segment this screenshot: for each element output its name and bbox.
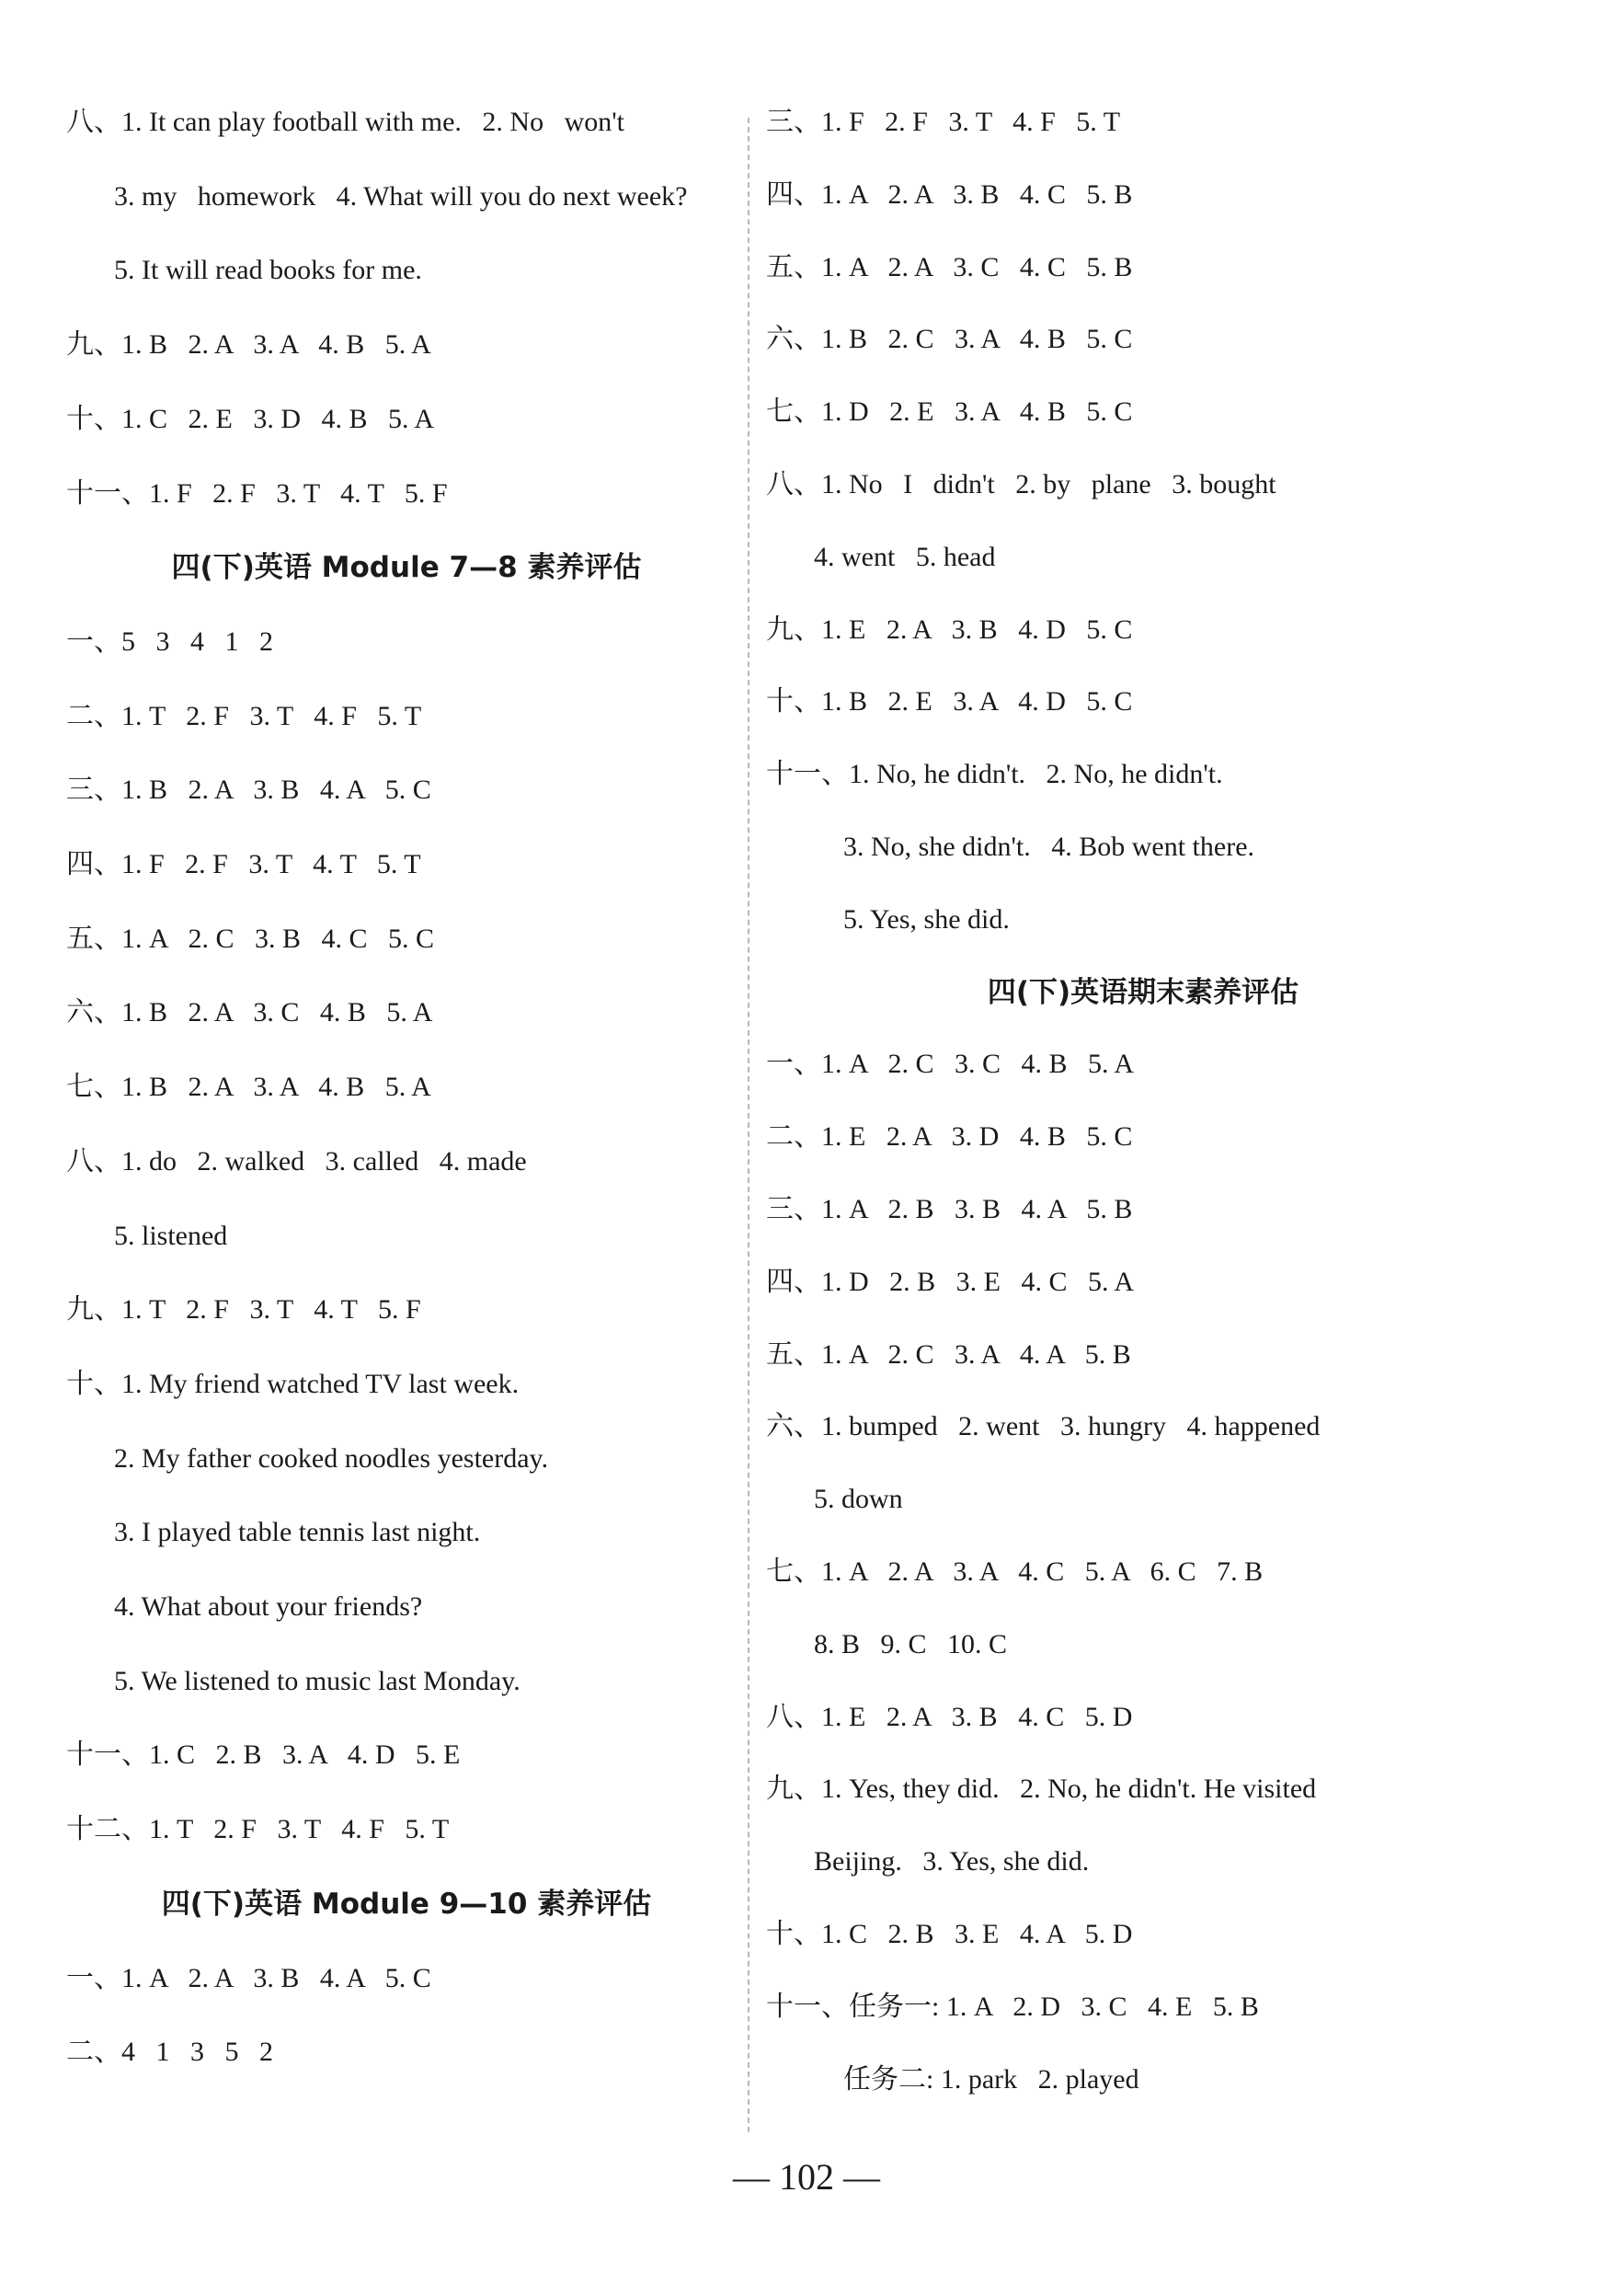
answer-line: 六、1. bumped 2. went 3. hungry 4. happened <box>766 1411 1321 1442</box>
answer-line: 九、1. E 2. A 3. B 4. D 5. C <box>766 614 1133 645</box>
answer-line: 十一、1. No, he didn't. 2. No, he didn't. <box>766 759 1223 790</box>
answer-line: 七、1. A 2. A 3. A 4. C 5. A 6. C 7. B <box>766 1556 1264 1587</box>
answer-line: 5. listened <box>114 1220 228 1251</box>
answer-line: 一、1. A 2. C 3. C 4. B 5. A <box>766 1049 1135 1080</box>
answer-line: 十二、1. T 2. F 3. T 4. F 5. T <box>66 1814 450 1845</box>
answer-line: 十、1. C 2. B 3. E 4. A 5. D <box>766 1919 1133 1949</box>
answer-line: 4. went 5. head <box>814 541 996 572</box>
answer-line: 一、1. A 2. A 3. B 4. A 5. C <box>66 1962 431 1993</box>
answer-line: Beijing. 3. Yes, she did. <box>814 1846 1090 1877</box>
answer-line: 三、1. F 2. F 3. T 4. F 5. T <box>766 107 1121 137</box>
answer-line: 5. down <box>814 1484 903 1515</box>
page-number: — 102 — <box>733 2156 880 2198</box>
answer-line: 五、1. A 2. A 3. C 4. C 5. B <box>766 251 1133 282</box>
answer-line: 二、1. T 2. F 3. T 4. F 5. T <box>66 700 422 731</box>
answer-line: 八、1. E 2. A 3. B 4. C 5. D <box>766 1701 1133 1732</box>
answer-line: 五、1. A 2. C 3. B 4. C 5. C <box>66 923 435 954</box>
answer-line: 十、1. My friend watched TV last week. <box>66 1368 520 1399</box>
answer-line: 八、1. It can play football with me. 2. No won't <box>66 107 624 137</box>
answer-line: 5. We listened to music last Monday. <box>114 1665 521 1696</box>
section-heading: 四(下)英语 Module 9—10 素养评估 <box>161 1887 652 1921</box>
answer-line: 六、1. B 2. C 3. A 4. B 5. C <box>766 324 1133 355</box>
answer-line: 八、1. do 2. walked 3. called 4. made <box>66 1145 527 1177</box>
answer-line: 三、1. A 2. B 3. B 4. A 5. B <box>766 1194 1133 1224</box>
answer-line: 三、1. B 2. A 3. B 4. A 5. C <box>66 775 431 806</box>
section-heading: 四(下)英语期末素养评估 <box>987 975 1299 1009</box>
answer-line: 二、4 1 3 5 2 <box>66 2037 273 2068</box>
answer-line: 二、1. E 2. A 3. D 4. B 5. C <box>766 1121 1133 1153</box>
answer-line: 3. my homework 4. What will you do next week? <box>114 180 688 212</box>
answer-line: 九、1. Yes, they did. 2. No, he didn't. He visited <box>766 1774 1317 1805</box>
answer-line: 四、1. D 2. B 3. E 4. C 5. A <box>766 1266 1135 1297</box>
answer-line: 九、1. B 2. A 3. A 4. B 5. A <box>66 329 431 361</box>
answer-line: 四、1. A 2. A 3. B 4. C 5. B <box>766 178 1133 210</box>
answer-line: 四、1. F 2. F 3. T 4. T 5. T <box>66 849 421 879</box>
answer-line: 七、1. B 2. A 3. A 4. B 5. A <box>66 1072 431 1103</box>
answer-line: 4. What about your friends? <box>114 1591 423 1622</box>
answer-line: 2. My father cooked noodles yesterday. <box>114 1442 549 1474</box>
answer-line: 十一、1. F 2. F 3. T 4. T 5. F <box>66 477 448 509</box>
answer-line: 十、1. B 2. E 3. A 4. D 5. C <box>766 686 1133 718</box>
answer-line: 九、1. T 2. F 3. T 4. T 5. F <box>66 1294 421 1326</box>
answer-line: 任务二: 1. park 2. played <box>843 2063 1139 2095</box>
answer-line: 五、1. A 2. C 3. A 4. A 5. B <box>766 1338 1131 1370</box>
answer-line: 3. No, she didn't. 4. Bob went there. <box>843 832 1255 862</box>
answer-line: 5. Yes, she did. <box>843 903 1010 935</box>
answer-line: 8. B 9. C 10. C <box>814 1628 1008 1659</box>
answer-line: 十、1. C 2. E 3. D 4. B 5. A <box>66 403 435 434</box>
answer-line: 七、1. D 2. E 3. A 4. B 5. C <box>766 396 1133 428</box>
answer-line: 六、1. B 2. A 3. C 4. B 5. A <box>66 997 433 1028</box>
answer-line: 3. I played table tennis last night. <box>114 1517 481 1548</box>
answer-line: 八、1. No I didn't 2. by plane 3. bought <box>766 469 1276 499</box>
answer-line: 一、5 3 4 1 2 <box>66 626 273 657</box>
column-divider <box>748 118 749 2132</box>
answer-line: 十一、任务一: 1. A 2. D 3. C 4. E 5. B <box>766 1991 1259 2022</box>
answer-line: 十一、1. C 2. B 3. A 4. D 5. E <box>66 1739 461 1771</box>
answer-line: 5. It will read books for me. <box>114 255 422 286</box>
section-heading: 四(下)英语 Module 7—8 素养评估 <box>171 551 642 585</box>
